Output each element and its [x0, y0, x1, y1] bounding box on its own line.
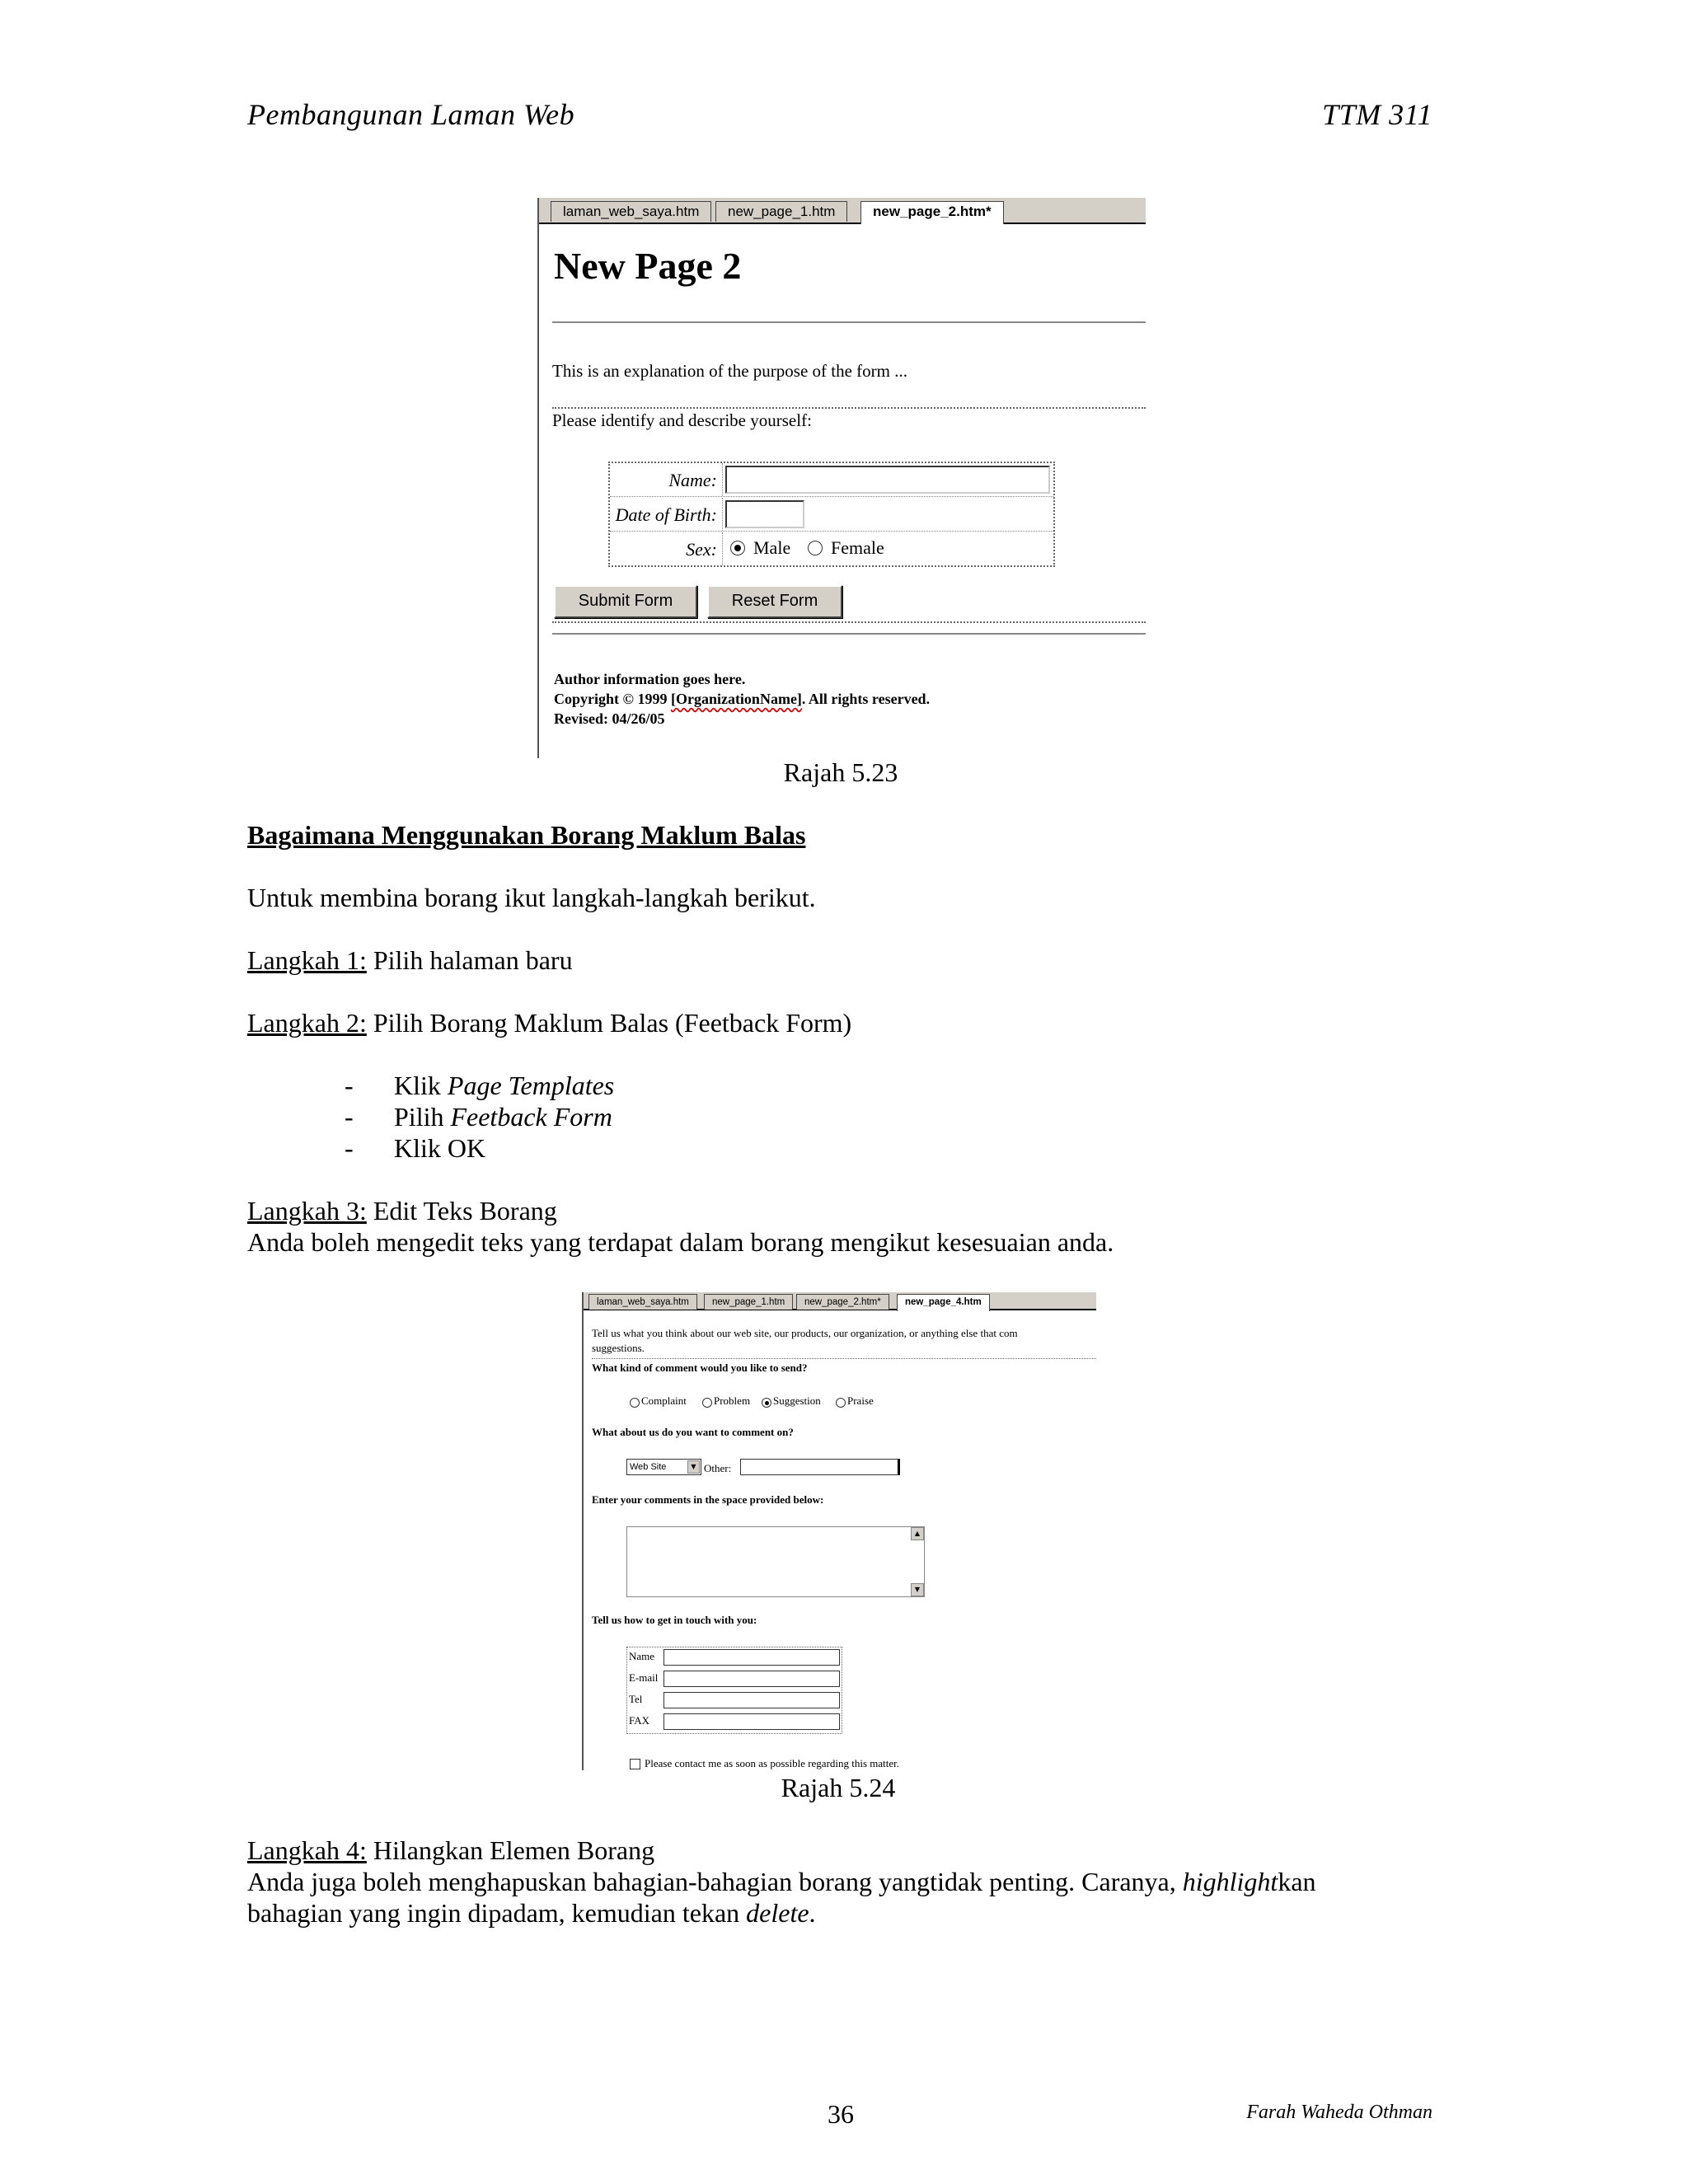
step-4-description-line1: Anda juga boleh menghapuskan bahagian-bahagian borang yangtidak penting. Caranya, highlightkan — [247, 1867, 1316, 1896]
tab-new-page-2[interactable]: new_page_2.htm* — [796, 1294, 889, 1310]
author-info: Author information goes here. — [554, 671, 746, 687]
comment-subject-question: What about us do you want to comment on? — [592, 1426, 794, 1438]
bullet-dash: - — [345, 1071, 354, 1100]
contact-name-label: Name — [629, 1650, 655, 1662]
tab-laman-web-saya[interactable]: laman_web_saya.htm — [588, 1294, 697, 1310]
copyright-line: Copyright © 1999 [OrganizationName]. All rights reserved. — [554, 691, 931, 707]
other-label: Other: — [704, 1462, 732, 1474]
scroll-up-icon[interactable]: ▲ — [911, 1527, 924, 1540]
bullet-dash: - — [345, 1102, 354, 1132]
figure-new-page-2-screenshot — [537, 198, 1146, 758]
tab-new-page-1[interactable]: new_page_1.htm — [704, 1294, 793, 1310]
contact-tel-label: Tel — [629, 1693, 643, 1705]
contact-name-input[interactable] — [663, 1649, 840, 1666]
identity-form-table — [608, 462, 1055, 567]
name-input[interactable] — [725, 466, 1050, 494]
feedback-intro-line1: Tell us what you think about our web site, our products, our organization, or anything else that com — [592, 1327, 1018, 1339]
section-title: Bagaimana Menggunakan Borang Maklum Balas — [247, 820, 806, 850]
figure-5-24-caption: Rajah 5.24 — [781, 1773, 896, 1802]
other-input[interactable] — [740, 1459, 900, 1475]
contact-fax-input[interactable] — [663, 1713, 840, 1730]
contact-email-input[interactable] — [663, 1671, 840, 1687]
intro-paragraph: Untuk membina borang ikut langkah-langkah berikut. — [247, 883, 816, 912]
form-bottom-boundary — [552, 621, 1146, 623]
step-3: Langkah 3: Edit Teks Borang — [247, 1196, 557, 1226]
reset-form-button[interactable]: Reset Form — [707, 585, 842, 618]
contact-table — [626, 1647, 842, 1734]
female-radio[interactable] — [808, 541, 823, 555]
running-header-course: TTM 311 — [1322, 98, 1432, 131]
bullet-item: Klik OK — [394, 1133, 486, 1163]
bullet-item: Pilih Feetback Form — [394, 1102, 612, 1132]
step-3-description: Anda boleh mengedit teks yang terdapat dalam borang mengikut kesesuaian anda. — [247, 1227, 1114, 1257]
submit-form-button[interactable]: Submit Form — [554, 585, 697, 618]
page-title: New Page 2 — [554, 245, 742, 287]
step-4: Langkah 4: Hilangkan Elemen Borang — [247, 1835, 655, 1865]
organization-name: [OrganizationName] — [670, 691, 802, 707]
figure-feedback-form-screenshot — [582, 1292, 1096, 1770]
step-1: Langkah 1: Pilih halaman baru — [247, 945, 573, 975]
name-label: Name: — [668, 470, 717, 490]
contact-question: Tell us how to get in touch with you: — [592, 1614, 757, 1626]
bullet-item: Klik Page Templates — [394, 1071, 615, 1100]
problem-radio[interactable] — [702, 1398, 712, 1408]
editor-tab-bar — [584, 1292, 1096, 1310]
female-label: Female — [831, 537, 884, 558]
title-divider — [552, 321, 1146, 323]
praise-radio[interactable] — [836, 1398, 846, 1408]
tab-new-page-2[interactable]: new_page_2.htm* — [860, 201, 1004, 224]
tab-new-page-1[interactable]: new_page_1.htm — [715, 201, 847, 222]
praise-label: Praise — [847, 1394, 874, 1407]
male-label: Male — [753, 537, 791, 558]
feedback-intro-line2: suggestions. — [592, 1342, 645, 1354]
subject-select[interactable]: Web Site ▼ — [626, 1459, 701, 1475]
contact-fax-label: FAX — [629, 1714, 650, 1727]
form-prompt-text: Please identify and describe yourself: — [552, 410, 812, 430]
form-top-boundary — [552, 407, 1146, 409]
tab-laman-web-saya[interactable]: laman_web_saya.htm — [551, 201, 711, 222]
problem-label: Problem — [714, 1394, 751, 1407]
step-2: Langkah 2: Pilih Borang Maklum Balas (Feetback Form) — [247, 1008, 852, 1038]
tab-new-page-4[interactable]: new_page_4.htm — [897, 1294, 990, 1311]
chevron-down-icon: ▼ — [687, 1460, 700, 1474]
contact-me-label: Please contact me as soon as possible regarding this matter. — [645, 1757, 900, 1769]
footer-divider — [552, 633, 1146, 635]
page-number: 36 — [828, 2099, 854, 2129]
dob-label: Date of Birth: — [615, 504, 717, 525]
complaint-radio[interactable] — [630, 1398, 640, 1408]
form-intro-text: This is an explanation of the purpose of the form ... — [552, 361, 907, 381]
suggestion-radio[interactable] — [762, 1398, 771, 1408]
footer-author: Farah Waheda Othman — [1246, 2102, 1432, 2123]
comment-kind-question: What kind of comment would you like to send? — [592, 1361, 808, 1374]
figure-5-23-caption: Rajah 5.23 — [783, 757, 898, 787]
dob-row — [610, 498, 1053, 532]
step-4-description-line2: bahagian yang ingin dipadam, kemudian tekan delete. — [247, 1898, 816, 1928]
revised-date: Revised: 04/26/05 — [554, 710, 665, 727]
male-radio[interactable] — [730, 541, 745, 555]
dob-input[interactable] — [725, 500, 804, 528]
contact-email-label: E-mail — [629, 1671, 659, 1684]
running-header-title: Pembangunan Laman Web — [247, 98, 575, 131]
name-row — [610, 463, 1053, 497]
sex-label: Sex: — [686, 539, 717, 560]
editor-tab-bar — [539, 198, 1146, 224]
contact-me-checkbox[interactable] — [630, 1759, 640, 1769]
contact-tel-input[interactable] — [663, 1692, 840, 1708]
comments-question: Enter your comments in the space provided below: — [592, 1493, 824, 1506]
complaint-label: Complaint — [641, 1394, 687, 1407]
scroll-down-icon[interactable]: ▼ — [911, 1583, 924, 1596]
suggestion-label: Suggestion — [773, 1394, 821, 1407]
comments-textarea[interactable] — [626, 1526, 925, 1597]
bullet-dash: - — [345, 1133, 354, 1163]
sex-row — [610, 532, 1053, 565]
